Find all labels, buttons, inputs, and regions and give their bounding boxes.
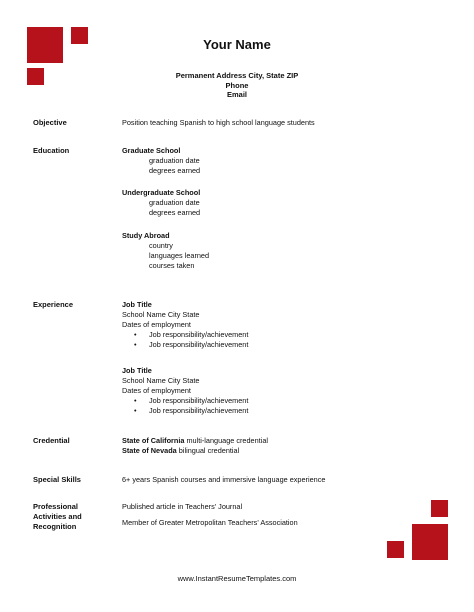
bullet-icon: • [134,396,137,405]
section-label-credential: Credential [33,436,70,445]
job-bullet [122,330,248,340]
section-label-education: Education [33,146,70,155]
label-line: Activities and [33,512,82,521]
skills-text: 6+ years Spanish courses and immersive language experience [122,475,326,484]
job-bullet-text: Job responsibility/achievement [149,340,249,349]
bullet-icon: • [134,406,137,415]
education-line: degrees earned [149,166,201,175]
education-entry [122,231,209,271]
credential-detail: bilingual credential [176,446,240,455]
label-line: Professional [33,502,79,511]
footer-url[interactable]: www.InstantResumeTemplates.com [177,574,297,583]
section-label-skills: Special Skills [33,475,81,484]
education-title: Study Abroad [122,231,170,240]
education-line: degrees earned [149,208,201,217]
education-line: languages learned [149,251,210,260]
section-label-professional [33,502,82,532]
education-line: graduation date [149,198,200,207]
credential-state: State of Nevada [122,446,177,455]
contact-email: Email [226,90,247,99]
decor-square-small-bottom [387,541,404,558]
education-line: graduation date [149,156,200,165]
education-entry [122,146,200,176]
objective-text: Position teaching Spanish to high school language students [122,118,315,127]
education-entry [122,188,200,218]
education-line: courses taken [149,261,195,270]
resume-name: Your Name [203,37,271,52]
job-bullet-text: Job responsibility/achievement [149,396,249,405]
job-bullet [122,396,248,406]
professional-item: Published article in Teachers' Journal [122,502,243,511]
contact-phone: Phone [225,80,249,90]
education-line: country [149,241,173,250]
credential-line [122,436,268,446]
bullet-icon: • [134,340,137,349]
credential-state: State of California [122,436,185,445]
bullet-icon: • [134,330,137,339]
section-label-experience: Experience [33,300,74,309]
experience-entry [122,300,248,350]
decor-square-small-right [431,500,448,517]
job-bullet [122,340,248,350]
credential-line [122,446,268,456]
credential-lines [122,436,268,456]
job-bullet-text: Job responsibility/achievement [149,406,249,415]
job-title: Job Title [122,300,152,309]
label-line: Recognition [33,522,77,531]
job-dates: Dates of employment [122,386,191,395]
decor-square-large-bottom-right [412,524,448,560]
job-bullet [122,406,248,416]
education-title: Graduate School [122,146,181,155]
contact-block [0,71,474,100]
job-dates: Dates of employment [122,320,191,329]
job-title: Job Title [122,366,152,375]
professional-item: Member of Greater Metropolitan Teachers' Association [122,518,298,527]
contact-address: Permanent Address City, State ZIP [175,71,299,80]
job-school: School Name City State [122,376,200,385]
education-title: Undergraduate School [122,188,201,197]
job-bullet-text: Job responsibility/achievement [149,330,249,339]
section-label-objective: Objective [33,118,67,127]
job-school: School Name City State [122,310,200,319]
credential-detail: multi-language credential [184,436,268,445]
experience-entry [122,366,248,416]
